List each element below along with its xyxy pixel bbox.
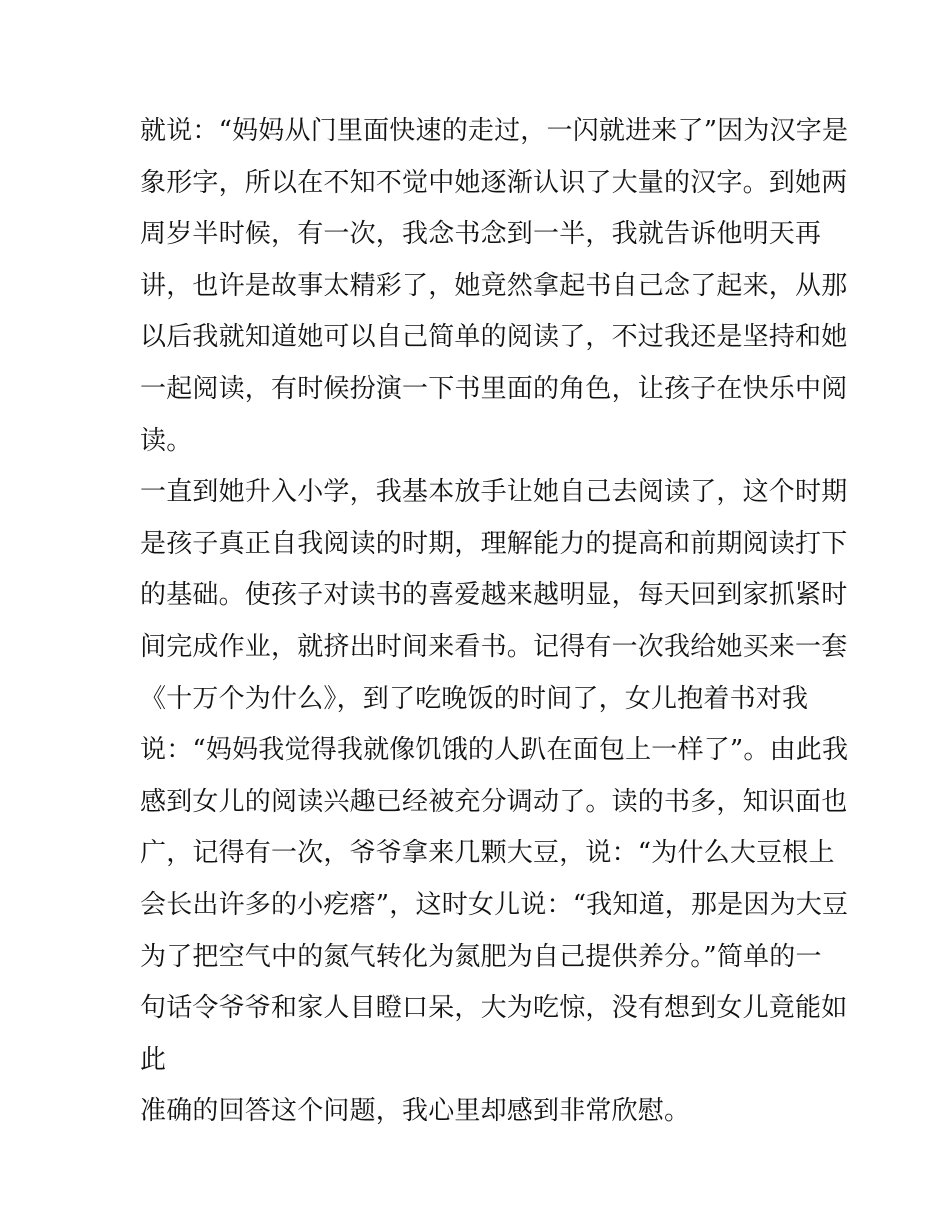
text-line-11: 间完成作业，就挤出时间来看书。记得有一次我给她买来一套 bbox=[140, 631, 848, 662]
text-line-3: 周岁半时候，有一次，我念书念到一半，我就告诉他明天再 bbox=[140, 219, 822, 250]
text-line-9: 是孩子真正自我阅读的时期，理解能力的提高和前期阅读打下 bbox=[140, 528, 848, 559]
text-line-16: 会长出许多的小疙瘩”，这时女儿说：“我知道，那是因为大豆 bbox=[140, 889, 849, 920]
text-line-1: 就说：“妈妈从门里面快速的走过，一闪就进来了”因为汉字是 bbox=[140, 116, 849, 146]
text-line-19: 此 bbox=[140, 1044, 167, 1075]
text-line-8: 一直到她升入小学，我基本放手让她自己去阅读了，这个时期 bbox=[140, 477, 848, 508]
text-line-6: 一起阅读，有时候扮演一下书里面的角色，让孩子在快乐中阅 bbox=[140, 373, 848, 404]
text-line-13: 说：“妈妈我觉得我就像饥饿的人趴在面包上一样了”。由此我 bbox=[140, 735, 849, 766]
text-line-18: 句话令爷爷和家人目瞪口呆，大为吃惊，没有想到女儿竟能如 bbox=[140, 993, 848, 1024]
text-line-14: 感到女儿的阅读兴趣已经被充分调动了。读的书多，知识面也 bbox=[140, 786, 848, 817]
text-line-15: 广，记得有一次，爷爷拿来几颗大豆，说：“为什么大豆根上 bbox=[140, 838, 835, 869]
text-line-17: 为了把空气中的氮气转化为氮肥为自己提供养分。”简单的一 bbox=[140, 941, 822, 972]
text-line-2: 象形字，所以在不知不觉中她逐渐认识了大量的汉字。到她两 bbox=[140, 167, 848, 198]
body-text bbox=[140, 106, 849, 1138]
text-line-4: 讲，也许是故事太精彩了，她竟然拿起书自己念了起来，从那 bbox=[140, 270, 848, 301]
text-line-5: 以后我就知道她可以自己简单的阅读了，不过我还是坚持和她 bbox=[140, 322, 848, 353]
text-line-10: 的基础。使孩子对读书的喜爱越来越明显，每天回到家抓紧时 bbox=[140, 580, 848, 611]
text-line-12: 《十万个为什么》，到了吃晚饭的时间了，女儿抱着书对我 bbox=[140, 683, 809, 714]
text-line-7: 读。 bbox=[140, 425, 193, 456]
text-line-20: 准确的回答这个问题，我心里却感到非常欣慰。 bbox=[140, 1096, 691, 1127]
